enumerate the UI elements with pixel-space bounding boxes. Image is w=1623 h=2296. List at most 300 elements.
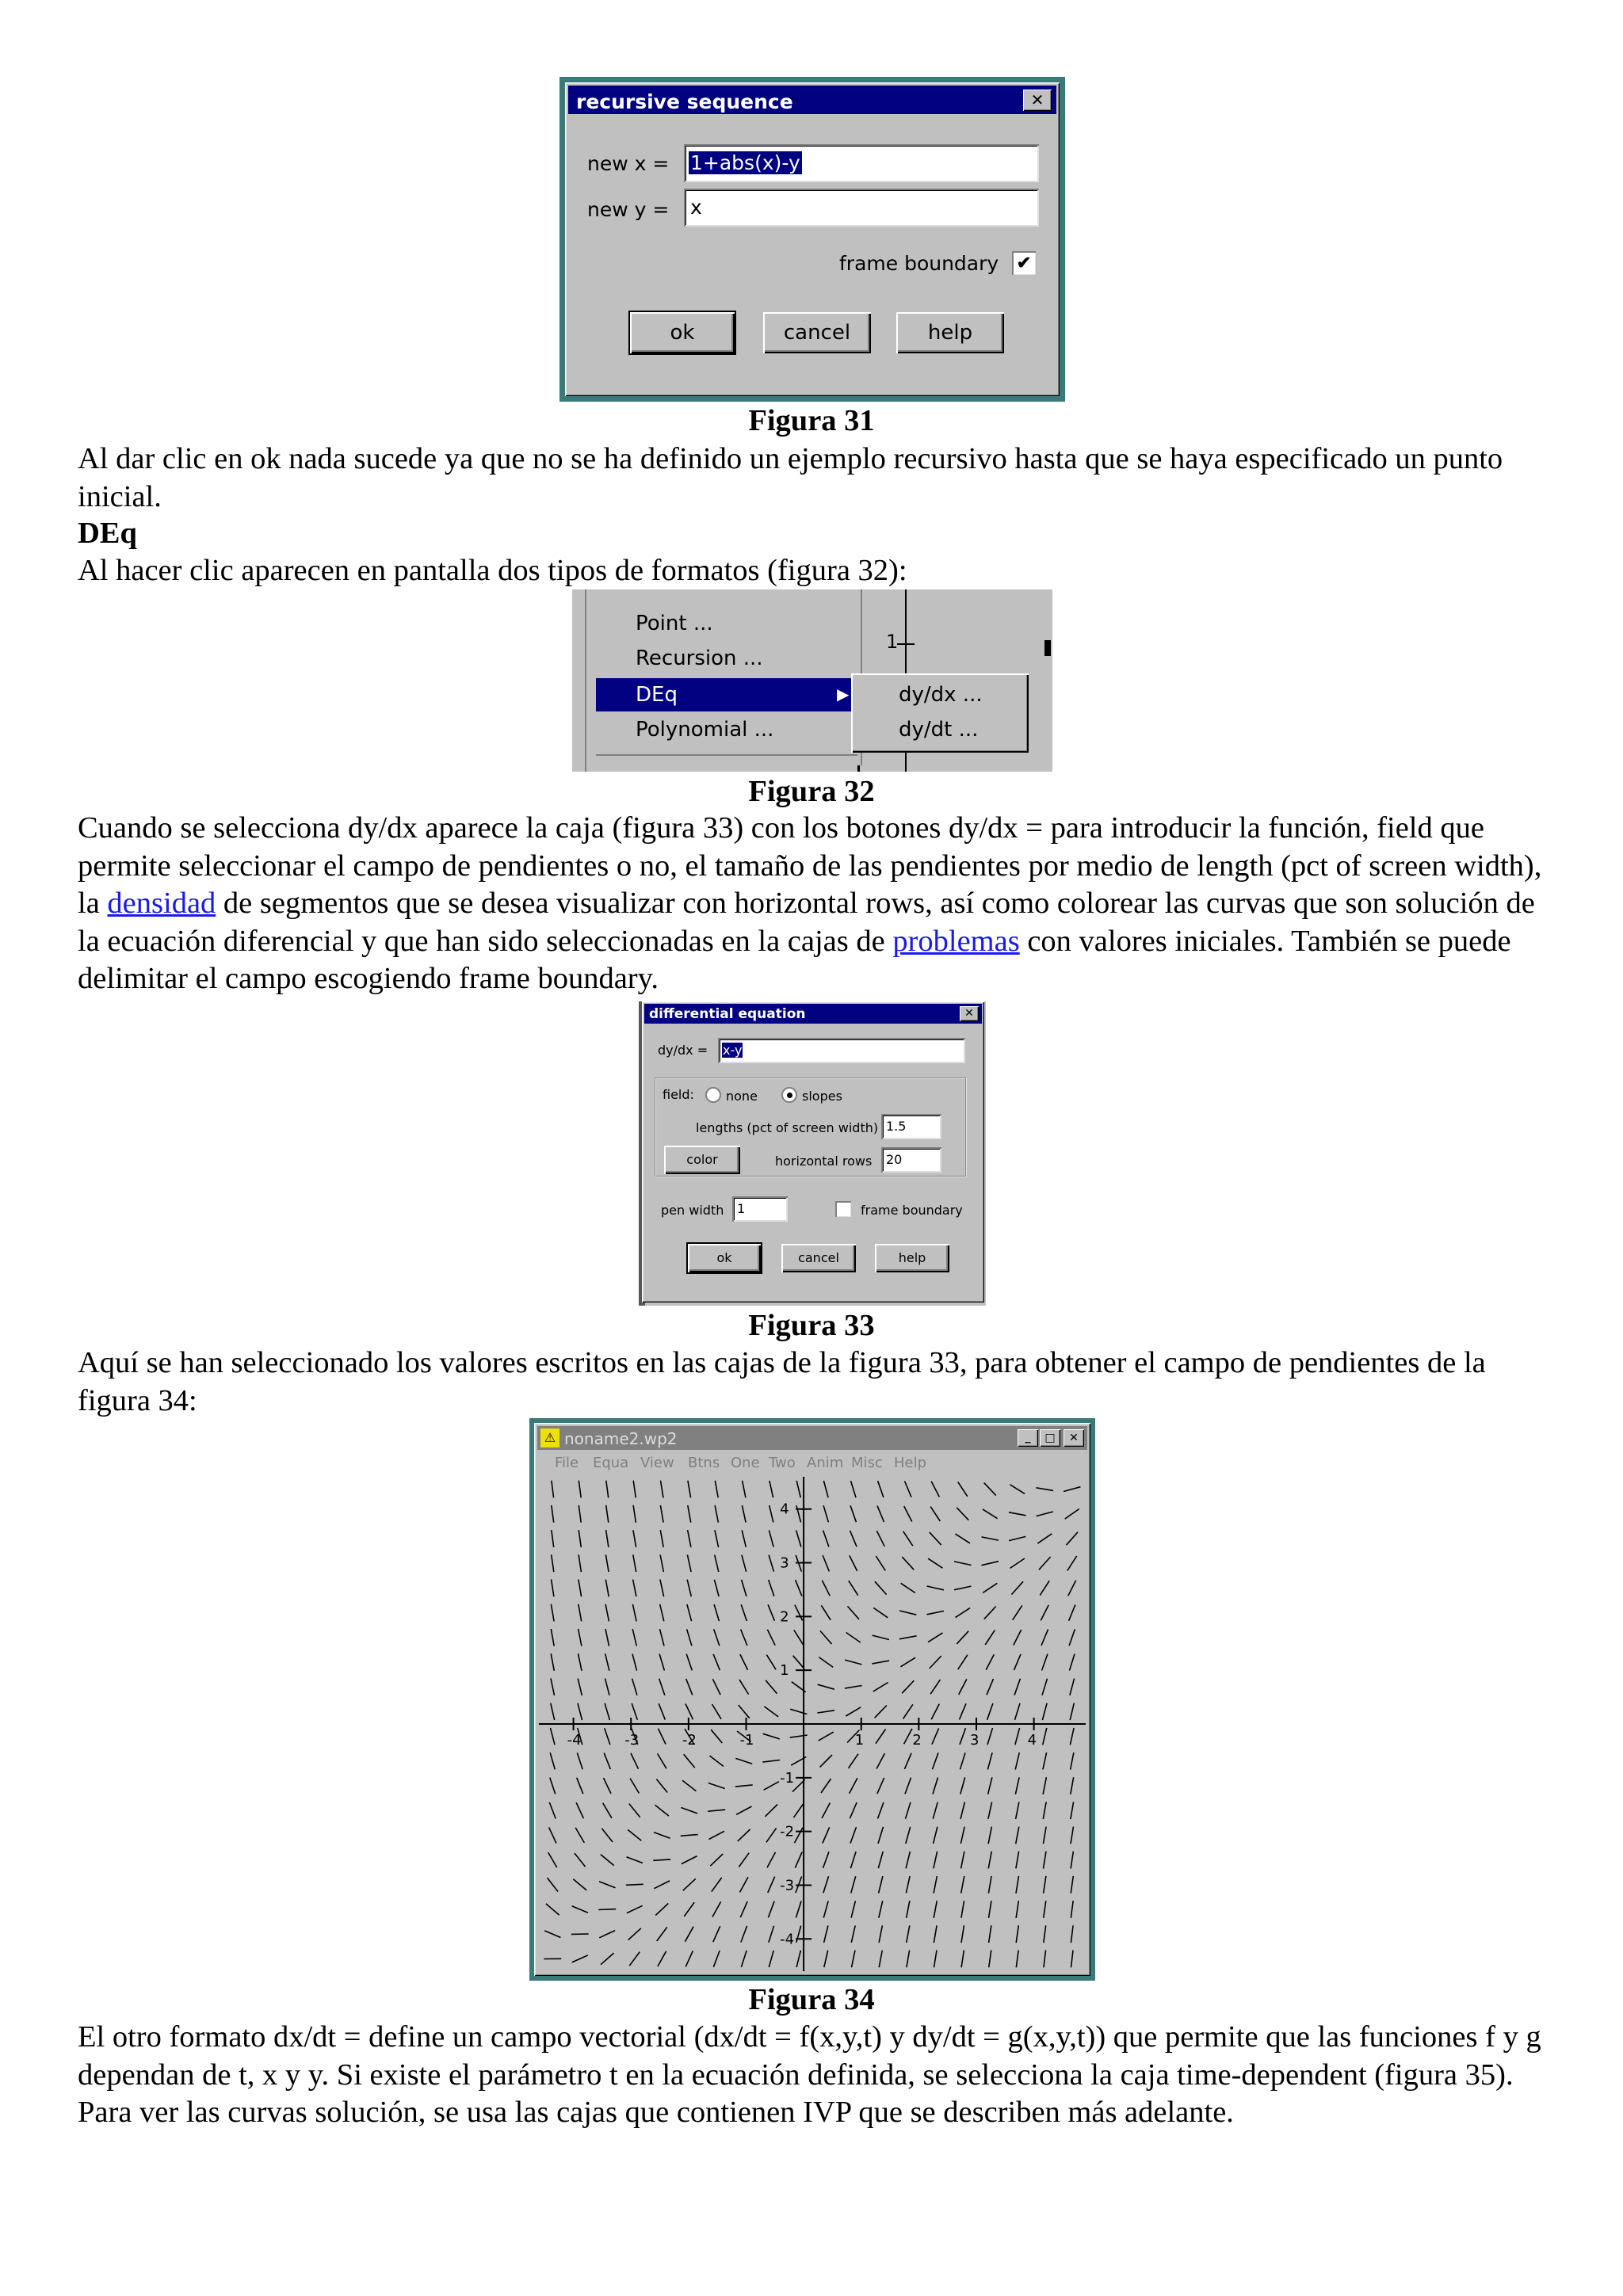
close-icon[interactable]: ✕: [1064, 1429, 1084, 1447]
slope-segment: [930, 1532, 941, 1545]
slope-segment: [1071, 1827, 1074, 1844]
paragraph-2: Al hacer clic aparecen en pantalla dos tipos de formatos (figura 32):: [78, 554, 907, 587]
slope-segment: [959, 1679, 967, 1695]
slope-segment: [987, 1728, 993, 1745]
slope-segment: [1070, 1703, 1074, 1720]
slope-segment: [1016, 1951, 1018, 1968]
minimize-icon[interactable]: _: [1018, 1429, 1038, 1447]
slope-segment: [822, 1581, 830, 1596]
cancel-button[interactable]: cancel: [763, 312, 871, 353]
slope-segment: [632, 1703, 637, 1720]
slope-segment: [850, 1802, 857, 1818]
slope-segment: [1013, 1605, 1022, 1619]
lengths-value: 1.5: [886, 1119, 907, 1134]
slope-segment: [1044, 1951, 1046, 1968]
slope-segment: [823, 1505, 828, 1522]
slope-segment: [1015, 1777, 1019, 1794]
slope-segment: [1041, 1605, 1048, 1621]
slope-segment: [714, 1629, 720, 1646]
slope-segment: [548, 1852, 557, 1867]
slope-segment: [681, 1835, 698, 1836]
slope-segment: [767, 1630, 775, 1646]
slope-segment: [876, 1556, 885, 1570]
slope-segment: [1016, 1901, 1018, 1918]
slope-segment: [900, 1657, 915, 1667]
slope-segment: [845, 1660, 861, 1665]
y-tick-label: -2: [780, 1823, 795, 1840]
slope-segment: [605, 1580, 609, 1597]
slope-segment: [631, 1753, 639, 1769]
menu-equa[interactable]: Equa: [593, 1455, 629, 1471]
slope-segment: [961, 1901, 964, 1918]
axis-tick-label: 1: [886, 631, 899, 653]
slope-segment: [820, 1755, 833, 1768]
slope-segment: [930, 1680, 940, 1694]
slope-segment: [627, 1857, 643, 1863]
slope-segment: [984, 1483, 996, 1496]
slope-segment: [850, 1778, 857, 1793]
slope-field-window: [534, 1423, 1090, 1976]
slope-segment: [712, 1679, 720, 1695]
slope-segment: [850, 1531, 857, 1547]
slope-segment: [1015, 1728, 1020, 1745]
slope-segment: [796, 1505, 801, 1522]
slope-segment: [934, 1925, 937, 1943]
slope-segment: [606, 1530, 609, 1547]
slope-segment: [710, 1756, 724, 1766]
slope-segment: [764, 1707, 778, 1717]
slope-segment: [579, 1580, 582, 1597]
caption-figura-34: Figura 34: [748, 1983, 875, 2016]
slope-segment: [632, 1679, 637, 1695]
slope-segment: [742, 1505, 746, 1523]
slope-segment: [681, 1808, 697, 1814]
slope-segment: [823, 1901, 828, 1917]
slope-segment: [905, 1482, 912, 1497]
slope-segment: [769, 1530, 773, 1547]
slope-segment: [1011, 1581, 1023, 1594]
slope-segment: [548, 1878, 559, 1891]
new-y-value: x: [690, 196, 702, 219]
slope-segment: [1010, 1485, 1025, 1494]
paragraph-1: Al dar clic en ok nada sucede ya que no se ha definido un ejemplo recursivo hasta que se haya especificado un punto inicial.: [78, 442, 1503, 513]
slope-segment: [768, 1604, 774, 1620]
slope-segment: [906, 1802, 911, 1819]
slope-segment: [742, 1530, 746, 1547]
slope-segment: [603, 1803, 612, 1818]
slope-segment: [793, 1803, 804, 1817]
new-y-input[interactable]: [684, 189, 1039, 227]
slope-segment: [1071, 1951, 1074, 1968]
slope-segment: [687, 1629, 692, 1646]
slope-segment: [713, 1951, 720, 1967]
slope-segment: [606, 1481, 609, 1498]
maximize-icon[interactable]: □: [1040, 1429, 1060, 1447]
slope-segment: [877, 1506, 884, 1522]
slope-segment: [766, 1655, 776, 1670]
figure-33: [639, 1001, 986, 1306]
horizontal-rows-value: 20: [886, 1152, 903, 1167]
slope-segment: [1071, 1777, 1074, 1794]
field-label: field:: [663, 1087, 694, 1102]
slope-segment: [823, 1555, 829, 1571]
slope-segment: [928, 1558, 942, 1568]
slope-segment: [655, 1805, 669, 1816]
slope-segment: [628, 1928, 641, 1940]
slope-segment: [714, 1604, 719, 1621]
slope-segment: [743, 1481, 746, 1498]
y-tick-label: 4: [780, 1501, 789, 1518]
format-menu: [593, 589, 862, 765]
slope-segment: [1014, 1630, 1022, 1646]
slope-field-plot: [539, 1477, 1086, 1971]
menu-anim[interactable]: Anim: [807, 1455, 844, 1471]
x-tick-label: 1: [854, 1732, 865, 1749]
slope-segment: [659, 1679, 665, 1695]
slope-segment: [904, 1506, 912, 1522]
slope-segment: [769, 1580, 774, 1596]
slope-segment: [821, 1605, 831, 1620]
dydx-input[interactable]: [718, 1038, 965, 1063]
menu-item-deq-label: DEq: [636, 683, 678, 707]
slope-segment: [873, 1635, 889, 1639]
field-none-label: none: [726, 1089, 758, 1104]
slope-segment: [1067, 1532, 1079, 1545]
menu-help[interactable]: Help: [894, 1455, 927, 1471]
slope-segment: [876, 1730, 886, 1744]
dialog-titlebar: [644, 1004, 982, 1024]
slope-segment: [605, 1728, 610, 1745]
slope-segment: [878, 1481, 884, 1497]
slope-segment: [851, 1481, 857, 1497]
slope-segment: [1064, 1487, 1080, 1492]
slope-segment: [546, 1904, 559, 1915]
slope-segment: [684, 1754, 695, 1768]
frame-boundary-checkbox[interactable]: [835, 1201, 851, 1217]
slope-segment: [823, 1876, 829, 1893]
x-tick-label: -2: [682, 1732, 697, 1749]
slope-segment: [790, 1735, 808, 1737]
slope-segment: [903, 1531, 913, 1546]
slope-segment: [1043, 1802, 1046, 1819]
slope-segment: [742, 1580, 747, 1596]
pen-width-value: 1: [737, 1201, 746, 1216]
ok-button[interactable]: ok: [630, 312, 735, 353]
slope-segment: [653, 1859, 670, 1860]
slope-segment: [552, 1530, 554, 1547]
menu-misc[interactable]: Misc: [851, 1455, 883, 1471]
slope-segment: [740, 1654, 748, 1670]
slope-segment: [961, 1876, 964, 1894]
slope-segment: [708, 1810, 725, 1811]
slope-segment: [735, 1758, 752, 1764]
slope-segment: [904, 1729, 912, 1744]
slope-segment: [709, 1831, 725, 1839]
slope-segment: [823, 1531, 829, 1547]
slope-segment: [796, 1951, 800, 1967]
slope-segment: [765, 1805, 777, 1817]
slope-segment: [934, 1876, 937, 1894]
y-tick-label: -4: [780, 1931, 795, 1948]
slope-segment: [768, 1877, 775, 1893]
slope-segment: [552, 1580, 554, 1597]
slope-segment: [852, 1951, 856, 1968]
slope-segment: [879, 1876, 883, 1893]
slope-segment: [741, 1926, 747, 1943]
slope-segment: [763, 1733, 780, 1739]
slope-segment: [632, 1629, 636, 1646]
slope-segment: [1067, 1556, 1077, 1571]
help-button[interactable]: help: [896, 312, 1004, 353]
slope-segment: [633, 1554, 636, 1572]
slope-segment: [819, 1657, 833, 1668]
frame-boundary-checkbox[interactable]: ✔: [1012, 251, 1036, 275]
slope-segment: [988, 1852, 991, 1869]
submenu-item-dydx[interactable]: dy/dx ...: [899, 683, 983, 707]
slope-segment: [712, 1878, 722, 1892]
slope-segment: [933, 1753, 939, 1769]
x-tick-label: 2: [912, 1732, 922, 1749]
slope-segment: [605, 1703, 609, 1720]
slope-segment: [1014, 1679, 1020, 1695]
slope-segment: [795, 1828, 804, 1843]
color-button[interactable]: color: [664, 1146, 740, 1174]
slope-segment: [601, 1829, 613, 1842]
slope-segment: [551, 1678, 555, 1695]
link-densidad[interactable]: densidad: [107, 887, 216, 920]
slope-segment: [1070, 1728, 1074, 1745]
close-icon[interactable]: ✕: [960, 1006, 979, 1021]
slope-segment: [628, 1830, 641, 1841]
slope-segment: [851, 1876, 856, 1893]
slope-segment: [711, 1730, 722, 1743]
slope-segment: [790, 1709, 807, 1714]
x-tick-label: -1: [739, 1732, 754, 1749]
slope-segment: [598, 1909, 616, 1910]
slope-segment: [986, 1654, 994, 1670]
slope-segment: [901, 1583, 915, 1592]
slope-segment: [796, 1580, 802, 1596]
slope-segment: [932, 1729, 939, 1745]
slope-segment: [796, 1926, 801, 1943]
recursive-sequence-dialog: [565, 82, 1060, 396]
slope-segment: [575, 1853, 586, 1867]
slope-segment: [1016, 1925, 1018, 1943]
slope-segment: [1009, 1512, 1026, 1516]
menu-item-point-label: Point ...: [636, 612, 713, 635]
slope-segment: [762, 1760, 780, 1763]
slope-segment: [633, 1580, 636, 1597]
slope-segment: [984, 1607, 996, 1619]
cancel-button[interactable]: cancel: [781, 1244, 856, 1272]
slope-segment: [630, 1779, 639, 1794]
frame-boundary-label: frame boundary: [839, 252, 999, 275]
slope-segment: [1043, 1777, 1046, 1794]
help-button[interactable]: help: [875, 1244, 949, 1272]
slope-segment: [1071, 1802, 1074, 1819]
slope-segment: [687, 1580, 691, 1596]
slope-segment: [599, 1882, 616, 1888]
slope-segment: [823, 1852, 830, 1868]
link-problemas[interactable]: problemas: [892, 924, 1020, 958]
slope-segment: [688, 1481, 691, 1498]
new-x-value: 1+abs(x)-y: [690, 151, 800, 174]
slope-segment: [988, 1827, 991, 1844]
ok-button[interactable]: ok: [688, 1244, 761, 1272]
slope-segment: [846, 1633, 861, 1643]
slope-segment: [658, 1753, 666, 1768]
slope-segment: [687, 1554, 691, 1572]
slope-segment: [686, 1679, 693, 1695]
slope-segment: [930, 1507, 940, 1521]
menu-item-recursion[interactable]: [593, 642, 861, 675]
menu-one[interactable]: One: [731, 1455, 760, 1471]
slope-segment: [988, 1777, 992, 1794]
slope-segment: [849, 1581, 858, 1596]
y-tick-label: 1: [780, 1662, 789, 1680]
slope-segment: [712, 1704, 722, 1719]
deq-submenu: [851, 673, 1029, 753]
slope-segment: [715, 1530, 719, 1547]
slope-segment: [879, 1925, 882, 1943]
menu-view[interactable]: View: [640, 1455, 674, 1471]
app-icon: ⚠: [540, 1428, 559, 1447]
slope-segment: [1010, 1558, 1025, 1568]
slope-segment: [660, 1530, 663, 1547]
slope-segment: [685, 1927, 693, 1942]
slope-segment: [796, 1531, 801, 1547]
slope-segment: [769, 1951, 773, 1967]
slope-segment: [1043, 1728, 1047, 1745]
slope-segment: [927, 1586, 945, 1590]
slope-segment: [1041, 1630, 1048, 1646]
slope-segment: [739, 1705, 750, 1718]
slope-segment: [931, 1482, 939, 1497]
submenu-item-dydt[interactable]: dy/dt ...: [899, 718, 979, 742]
slope-segment: [633, 1530, 636, 1547]
slope-segment: [876, 1531, 884, 1547]
slope-segment: [903, 1704, 913, 1718]
lengths-input[interactable]: [881, 1114, 941, 1139]
dialog-title: differential equation: [649, 1006, 806, 1022]
slope-segment: [605, 1629, 609, 1646]
slope-segment: [552, 1505, 554, 1523]
menu-file[interactable]: File: [555, 1455, 579, 1471]
slope-segment: [960, 1753, 966, 1769]
slope-segment: [573, 1879, 586, 1890]
slope-segment: [552, 1481, 554, 1498]
menu-item-point[interactable]: [593, 607, 861, 640]
field-none-radio[interactable]: [705, 1087, 721, 1103]
slope-segment: [579, 1530, 581, 1547]
x-tick-label: 4: [1027, 1732, 1037, 1749]
slope-segment: [817, 1711, 834, 1713]
menu-two[interactable]: Two: [769, 1455, 796, 1471]
slope-segment: [659, 1654, 664, 1671]
slope-segment: [877, 1778, 884, 1794]
slope-segment: [685, 1704, 693, 1720]
slope-segment: [982, 1537, 999, 1540]
slope-segment: [906, 1827, 911, 1844]
paragraph-5: El otro formato dx/dt = define un campo vectorial (dx/dt = f(x,y,t) y dy/dt = g(x,y,t)) que permite que las funciones f y g dependan de t, x y y. Si existe el parámetro t en la ecuación definida, se selecciona la caja time-dependent (figura 35). Para ver las curvas solución, se usa las cajas que contienen IVP que se describen más adelante.: [78, 2020, 1541, 2129]
slope-segment: [872, 1661, 889, 1664]
slope-segment: [904, 1753, 911, 1769]
slope-segment: [1037, 1512, 1053, 1516]
slope-segment: [741, 1630, 747, 1646]
menu-btns[interactable]: Btns: [688, 1455, 720, 1471]
slope-segment: [795, 1852, 802, 1868]
slope-segment: [579, 1653, 582, 1671]
slope-segment: [1043, 1753, 1047, 1769]
horizontal-rows-input[interactable]: [881, 1147, 941, 1173]
horizontal-rows-label: horizontal rows: [775, 1154, 873, 1169]
pen-width-input[interactable]: [732, 1196, 788, 1222]
slope-segment: [579, 1554, 581, 1572]
slope-segment: [902, 1680, 914, 1693]
slope-segment: [549, 1827, 556, 1843]
slope-segment: [769, 1481, 773, 1497]
slope-segment: [988, 1876, 991, 1894]
slope-segment: [823, 1481, 828, 1497]
slope-segment: [764, 1782, 779, 1791]
slope-segment: [660, 1505, 663, 1523]
menu-item-polynomial[interactable]: [593, 713, 861, 746]
slope-segment: [933, 1802, 938, 1819]
slope-segment: [767, 1852, 776, 1867]
slope-segment: [712, 1901, 721, 1917]
slope-segment: [989, 1951, 991, 1968]
slope-segment: [956, 1534, 971, 1543]
slope-segment: [873, 1608, 888, 1617]
slope-segment: [907, 1925, 910, 1943]
slope-segment: [605, 1653, 609, 1670]
slope-segment: [579, 1505, 581, 1523]
x-tick-label: -3: [624, 1732, 640, 1749]
slope-segment: [961, 1852, 964, 1869]
slope-segment: [1040, 1581, 1049, 1595]
window-titlebar: [537, 1426, 1087, 1450]
slope-segment: [552, 1554, 554, 1572]
slope-segment: [960, 1777, 965, 1794]
menu-item-deq[interactable]: [596, 678, 857, 711]
slope-segment: [850, 1505, 856, 1522]
slope-segment: [1069, 1629, 1075, 1646]
slope-segment: [823, 1827, 830, 1843]
slope-segment: [572, 1906, 588, 1913]
differential-equation-dialog: [642, 1001, 984, 1302]
slope-segment: [741, 1951, 747, 1967]
slope-segment: [660, 1629, 665, 1646]
field-slopes-radio[interactable]: [781, 1087, 797, 1103]
x-tick-label: 3: [970, 1732, 980, 1749]
new-x-input[interactable]: [684, 144, 1039, 182]
paragraph-4: Aquí se han seleccionado los valores escritos en las cajas de la figura 33, para obtener el campo de pendientes de la figura 34:: [78, 1346, 1486, 1417]
slope-segment: [715, 1481, 718, 1498]
slope-segment: [627, 1905, 643, 1913]
slope-segment: [661, 1481, 664, 1498]
x-tick-label: -4: [567, 1732, 582, 1749]
slope-segment: [740, 1901, 747, 1917]
slope-segment: [605, 1679, 610, 1695]
slope-segment: [793, 1656, 804, 1669]
slope-segment: [1043, 1827, 1046, 1844]
slope-segment: [715, 1505, 718, 1523]
slope-segment: [660, 1554, 663, 1572]
slope-segment: [824, 1951, 828, 1967]
close-icon[interactable]: ✕: [1023, 90, 1052, 111]
slope-segment: [851, 1901, 855, 1917]
slope-segment: [1044, 1925, 1046, 1943]
